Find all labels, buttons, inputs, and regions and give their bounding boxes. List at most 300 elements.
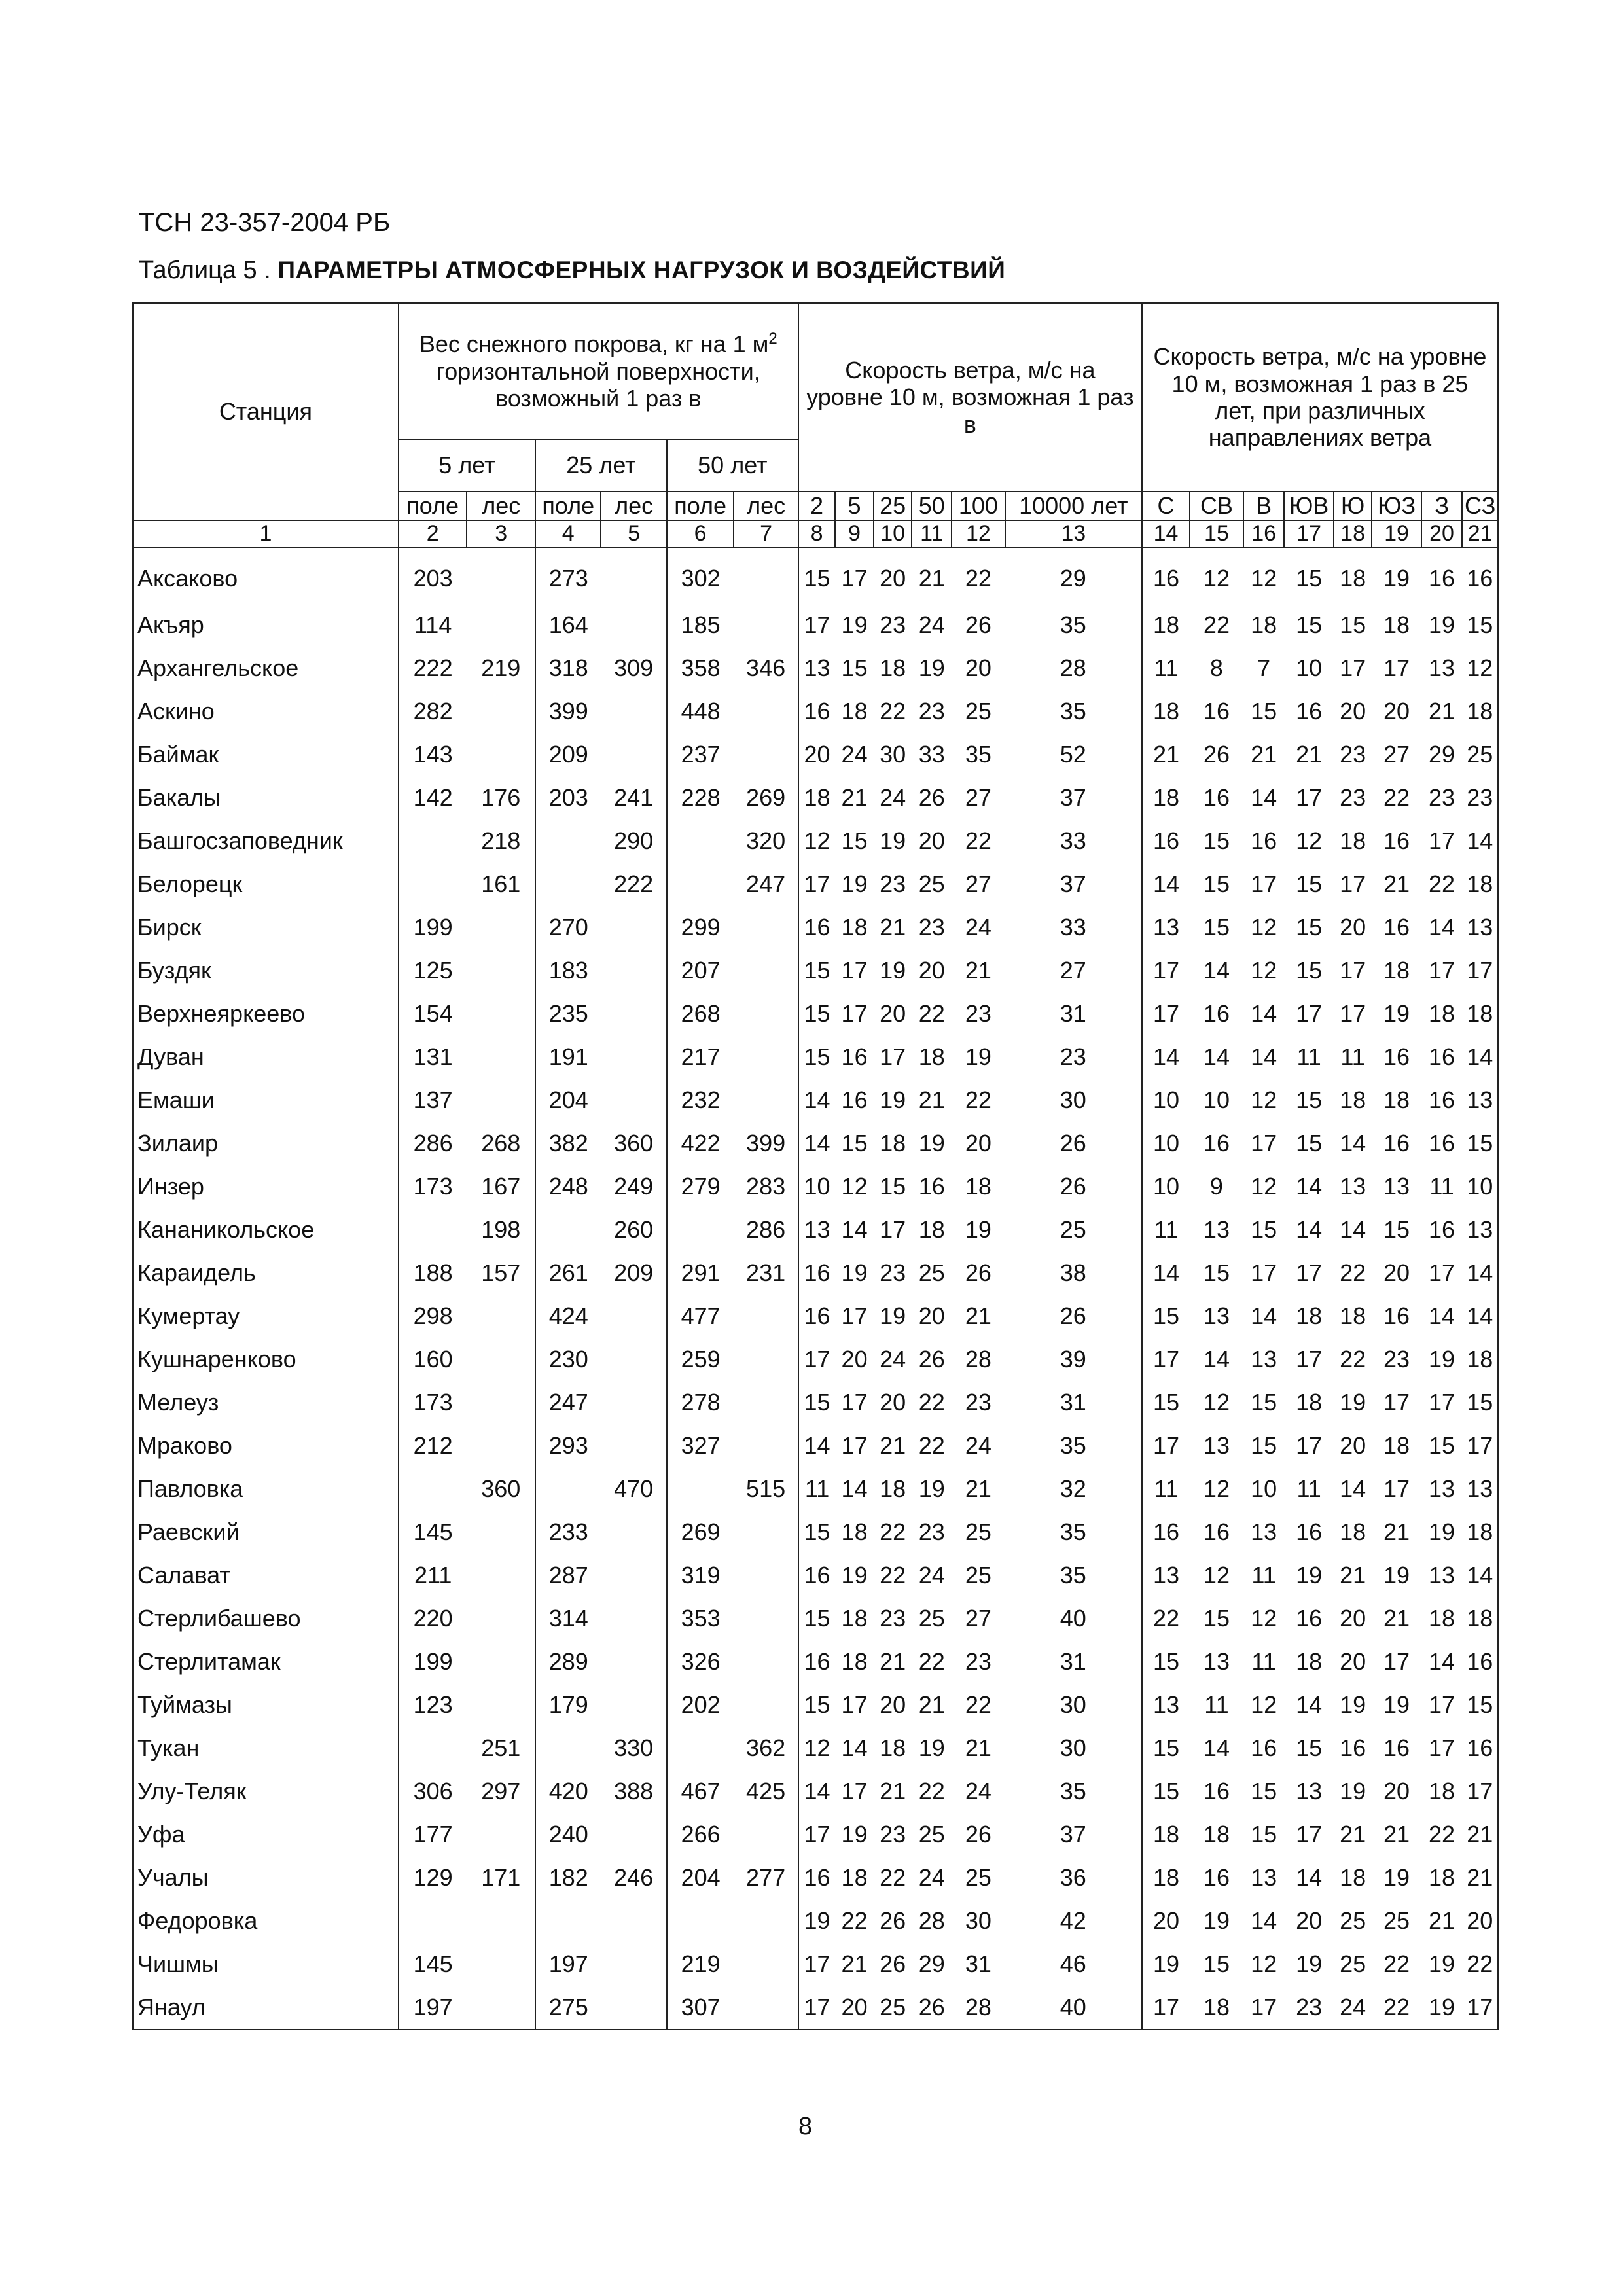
snow-weight-cell: 298 <box>399 1295 467 1338</box>
wind-speed-cell: 33 <box>1005 906 1142 949</box>
snow-weight-cell: 197 <box>399 1986 467 2030</box>
snow-weight-cell <box>467 1035 535 1079</box>
wind-direction-cell: 15 <box>1429 1432 1455 1459</box>
wind-speed-cell: 35 <box>1005 603 1142 647</box>
wind-speed-cell: 17 <box>798 603 835 647</box>
snow-weight-cell <box>734 1511 798 1554</box>
wind-direction-cell: 16 <box>1383 827 1410 854</box>
snow-weight-cell <box>467 1943 535 1986</box>
snow-weight-cell: 204 <box>667 1856 734 1899</box>
wind-direction-cell: 14 <box>1251 1907 1277 1934</box>
wind-direction-cell: 14 <box>1462 1295 1498 1338</box>
column-number: 1 <box>133 520 399 548</box>
wind-speed-cell: 22 <box>880 698 906 725</box>
wind-direction-cell: 13 <box>1462 906 1498 949</box>
wind-speed-cell: 26 <box>965 611 991 638</box>
wind-direction-cell: 18 <box>1429 1605 1455 1632</box>
wind-direction-cell: 17 <box>1340 957 1366 984</box>
wind-direction-cell: 14 <box>1251 1302 1277 1329</box>
snow-weight-cell: 219 <box>667 1943 734 1986</box>
snow-weight-cell: 399 <box>535 690 601 733</box>
wind-direction-cell: 16 <box>1462 548 1498 603</box>
wind-direction-cell: 20 <box>1462 1899 1498 1943</box>
wind-speed-cell: 21 <box>880 1432 906 1459</box>
snow-weight-cell: 261 <box>535 1251 601 1295</box>
wind-speed-cell: 22 <box>918 1432 945 1459</box>
wind-direction-cell: 14 <box>1340 1475 1366 1502</box>
wind-speed-cell: 25 <box>965 1864 991 1891</box>
table-row <box>133 1381 1498 1424</box>
station-name: Уфа <box>133 1813 399 1856</box>
snow-weight-cell <box>601 1511 666 1554</box>
wind-direction-cell: 11 <box>1296 1043 1321 1070</box>
wind-speed-cell: 19 <box>918 1734 945 1761</box>
snow-weight-cell: 231 <box>734 1251 798 1295</box>
wind-speed-cell: 31 <box>1005 1640 1142 1683</box>
wind-speed-cell: 16 <box>798 1295 835 1338</box>
wind-speed-cell: 20 <box>918 827 945 854</box>
snow-weight-cell: 143 <box>399 733 467 776</box>
wind-speed-cell: 23 <box>880 611 906 638</box>
snow-weight-cell: 251 <box>467 1727 535 1770</box>
table-row <box>133 992 1498 1035</box>
wind-speed-cell: 17 <box>798 1338 835 1381</box>
wind-direction-cell: 23 <box>1383 1346 1410 1372</box>
snow-weight-cell: 515 <box>734 1467 798 1511</box>
snow-weight-cell <box>399 1727 467 1770</box>
wind-speed-cell: 15 <box>798 1381 835 1424</box>
wind-direction-cell: 19 <box>1429 611 1455 638</box>
wind-speed-cell: 17 <box>880 1216 906 1243</box>
snow-weight-cell: 182 <box>535 1856 601 1899</box>
snow-weight-cell: 167 <box>467 1165 535 1208</box>
wind-direction-cell: 15 <box>1296 1086 1323 1113</box>
wind-direction-cell: 23 <box>1284 1986 1333 2030</box>
wind-direction-cell: 24 <box>1334 1986 1372 2030</box>
wind-speed-cell: 35 <box>1005 690 1142 733</box>
wind-direction-cell: 19 <box>1429 1518 1455 1545</box>
wind-speed-cell: 25 <box>918 1605 945 1632</box>
wind-direction-cell: 22 <box>1462 1943 1498 1986</box>
wind-direction-cell: 20 <box>1340 1648 1366 1675</box>
station-name: Белорецк <box>133 863 399 906</box>
wind-direction-cell: 13 <box>1296 1778 1323 1804</box>
wind-speed-cell: 22 <box>841 1907 868 1934</box>
table-row <box>133 1467 1498 1511</box>
wind-speed-cell: 22 <box>918 1000 945 1027</box>
wind-direction-cell: 16 <box>1462 1640 1498 1683</box>
wind-speed-cell: 29 <box>918 1950 945 1977</box>
snow-weight-cell: 382 <box>535 1122 601 1165</box>
wind-speed-cell: 25 <box>965 1562 991 1588</box>
wind-direction-cell: 15 <box>1203 827 1230 854</box>
wind-direction-cell: 15 <box>1251 1778 1277 1804</box>
snow-weight-cell: 249 <box>601 1165 666 1208</box>
wind-speed-cell: 16 <box>798 1856 835 1899</box>
snow-weight-cell: 240 <box>535 1813 601 1856</box>
wind-direction-cell: 14 <box>1203 1346 1230 1372</box>
snow-weight-cell: 302 <box>667 548 734 603</box>
wind-direction-cell: 20 <box>1340 1605 1366 1632</box>
wind-speed-cell: 26 <box>918 1346 945 1372</box>
station-name: Кумертау <box>133 1295 399 1338</box>
wind-direction-cell: 19 <box>1296 1562 1323 1588</box>
snow-weight-cell: 179 <box>535 1683 601 1727</box>
wind-direction-cell: 25 <box>1340 1907 1366 1934</box>
wind-direction-cell: 12 <box>1251 957 1277 984</box>
wind-direction-cell: 17 <box>1296 1259 1323 1286</box>
wind-direction-cell: 18 <box>1142 603 1190 647</box>
snow-weight-cell <box>467 1899 535 1943</box>
wind-speed-cell: 14 <box>841 1475 868 1502</box>
wind-speed-cell: 18 <box>880 1734 906 1761</box>
wind-direction-cell: 12 <box>1462 647 1498 690</box>
wind-speed-cell: 40 <box>1005 1986 1142 2030</box>
snow-weight-cell: 218 <box>467 819 535 863</box>
wind-speed-cell: 30 <box>880 741 906 768</box>
wind-speed-cell: 18 <box>880 1475 906 1502</box>
snow-weight-cell <box>734 1295 798 1338</box>
snow-weight-cell <box>601 548 666 603</box>
wind-direction-cell: 11 <box>1204 1691 1229 1718</box>
wind-speed-cell: 21 <box>965 1302 991 1329</box>
wind-direction-cell: 20 <box>1383 1778 1410 1804</box>
wind-direction-cell: 12 <box>1251 1605 1277 1632</box>
wind-direction-cell: 17 <box>1462 1770 1498 1813</box>
wind-direction-cell: 26 <box>1203 741 1230 768</box>
wind-speed-cell: 27 <box>965 870 991 897</box>
wind-speed-cell: 26 <box>1005 1122 1142 1165</box>
snow-weight-cell <box>601 1986 666 2030</box>
wind-direction-cell: 25 <box>1340 1950 1366 1977</box>
snow-weight-cell <box>399 819 467 863</box>
wind-speed-cell: 21 <box>918 1086 945 1113</box>
snow-weight-cell: 277 <box>734 1856 798 1899</box>
wind-direction-cell: 19 <box>1429 1346 1455 1372</box>
table-row <box>133 733 1498 776</box>
wind-direction-cell: 16 <box>1429 1086 1455 1113</box>
wind-speed-cell: 30 <box>965 1907 991 1934</box>
snow-weight-cell: 198 <box>467 1208 535 1251</box>
column-number: 18 <box>1334 520 1372 548</box>
direction-subheader: З <box>1421 492 1463 520</box>
wind-direction-cell: 18 <box>1429 1000 1455 1027</box>
wind-direction-cell: 15 <box>1383 1216 1410 1243</box>
snow-weight-cell <box>601 1597 666 1640</box>
wind-direction-cell: 18 <box>1429 1778 1455 1804</box>
wind-direction-cell: 20 <box>1383 698 1410 725</box>
wind-direction-cell: 17 <box>1429 957 1455 984</box>
wind-direction-cell: 10 <box>1142 1079 1190 1122</box>
snow-weight-cell: 237 <box>667 733 734 776</box>
snow-weight-cell <box>467 1424 535 1467</box>
table-row <box>133 1122 1498 1165</box>
wind-period-subheader: 2 <box>798 492 835 520</box>
snow-weight-cell <box>667 1467 734 1511</box>
wind-direction-cell: 14 <box>1203 1043 1230 1070</box>
wind-speed-cell: 29 <box>1005 548 1142 603</box>
snow-weight-cell <box>734 1381 798 1424</box>
wind-direction-cell: 12 <box>1203 1562 1230 1588</box>
wind-direction-cell: 25 <box>1383 1907 1410 1934</box>
wind-speed-cell: 24 <box>965 914 991 941</box>
station-name: Федоровка <box>133 1899 399 1943</box>
wind-direction-cell: 12 <box>1251 1173 1277 1200</box>
wind-direction-cell: 14 <box>1296 1216 1323 1243</box>
snow-weight-cell: 353 <box>667 1597 734 1640</box>
column-number: 3 <box>467 520 535 548</box>
wind-direction-cell: 14 <box>1296 1173 1323 1200</box>
wind-direction-cell: 18 <box>1462 1511 1498 1554</box>
wind-direction-cell: 15 <box>1251 1216 1277 1243</box>
wind-direction-cell: 13 <box>1251 1518 1277 1545</box>
wind-direction-cell: 21 <box>1462 1856 1498 1899</box>
wind-speed-cell: 19 <box>841 611 868 638</box>
wind-speed-cell: 17 <box>841 1302 868 1329</box>
wind-direction-cell: 16 <box>1429 1043 1455 1070</box>
wind-speed-cell: 25 <box>918 870 945 897</box>
station-name: Акъяр <box>133 603 399 647</box>
snow-weight-cell: 207 <box>667 949 734 992</box>
wind-direction-cell: 15 <box>1296 914 1323 941</box>
wind-speed-cell: 19 <box>841 1821 868 1848</box>
wind-speed-cell: 21 <box>965 957 991 984</box>
wind-direction-cell: 16 <box>1429 1216 1455 1243</box>
snow-weight-cell <box>467 949 535 992</box>
wind-direction-cell: 20 <box>1296 1907 1323 1934</box>
table-row <box>133 1986 1498 2030</box>
station-name: Мраково <box>133 1424 399 1467</box>
station-name: Инзер <box>133 1165 399 1208</box>
snow-weight-cell <box>535 1899 601 1943</box>
wind-speed-cell: 18 <box>841 914 868 941</box>
wind-direction-cell: 10 <box>1203 1086 1230 1113</box>
table-row <box>133 1770 1498 1813</box>
snow-weight-header: Вес снежного покрова, кг на 1 $м^2$ горизонтальной поверхности, возможный 1 раз в <box>399 303 798 439</box>
snow-weight-cell: 247 <box>535 1381 601 1424</box>
wind-speed-cell: 14 <box>798 1122 835 1165</box>
wind-direction-cell: 17 <box>1142 1338 1190 1381</box>
wind-direction-cell: 17 <box>1251 1259 1277 1286</box>
snow-weight-cell <box>467 1554 535 1597</box>
wind-speed-cell: 22 <box>918 1648 945 1675</box>
wind-speed-cell: 24 <box>965 1778 991 1804</box>
snow-weight-cell <box>601 1338 666 1381</box>
wind-direction-cell: 13 <box>1383 1173 1410 1200</box>
wind-direction-cell: 16 <box>1203 1778 1230 1804</box>
station-name: Архангельское <box>133 647 399 690</box>
snow-weight-cell <box>601 1079 666 1122</box>
wind-direction-cell: 14 <box>1296 1691 1323 1718</box>
snow-weight-cell: 286 <box>399 1122 467 1165</box>
wind-speed-cell: 24 <box>965 1432 991 1459</box>
wind-direction-cell: 15 <box>1462 1122 1498 1165</box>
wind-direction-cell: 13 <box>1142 906 1190 949</box>
snow-weight-cell: 247 <box>734 863 798 906</box>
field-subheader: поле <box>399 492 467 520</box>
wind-direction-cell: 13 <box>1462 1208 1498 1251</box>
wind-speed-cell: 21 <box>880 1778 906 1804</box>
column-number: 15 <box>1190 520 1243 548</box>
station-name: Улу-Теляк <box>133 1770 399 1813</box>
wind-speed-cell: 20 <box>835 1986 874 2030</box>
wind-speed-cell: 24 <box>880 1346 906 1372</box>
column-number: 21 <box>1462 520 1498 548</box>
wind-speed-cell: 24 <box>918 611 945 638</box>
snow-weight-cell: 171 <box>467 1856 535 1899</box>
wind-direction-cell: 15 <box>1203 1950 1230 1977</box>
wind-speed-cell: 17 <box>841 565 868 592</box>
wind-speed-cell: 37 <box>1005 1813 1142 1856</box>
snow-weight-cell: 275 <box>535 1986 601 2030</box>
table-row <box>133 647 1498 690</box>
snow-weight-cell <box>535 819 601 863</box>
snow-weight-cell: 260 <box>601 1208 666 1251</box>
snow-weight-cell: 160 <box>399 1338 467 1381</box>
column-number: 13 <box>1005 520 1142 548</box>
snow-weight-cell <box>535 863 601 906</box>
wind-speed-cell: 18 <box>880 1130 906 1157</box>
snow-weight-cell <box>734 1683 798 1727</box>
wind-speed-cell: 20 <box>880 1691 906 1718</box>
wind-speed-cell: 19 <box>880 957 906 984</box>
wind-direction-cell: 12 <box>1203 1389 1230 1416</box>
wind-speed-cell: 15 <box>841 655 868 681</box>
snow-weight-cell: 259 <box>667 1338 734 1381</box>
wind-speed-cell: 21 <box>918 1691 945 1718</box>
wind-direction-cell: 19 <box>1203 1907 1230 1934</box>
wind-speed-cell: 18 <box>918 1043 945 1070</box>
snow-weight-cell: 314 <box>535 1597 601 1640</box>
wind-direction-cell: 16 <box>1429 1130 1455 1157</box>
snow-weight-cell: 209 <box>535 733 601 776</box>
wind-direction-cell: 17 <box>1462 1986 1498 2030</box>
station-name: Раевский <box>133 1511 399 1554</box>
wind-speed-cell: 14 <box>798 1079 835 1122</box>
snow-weight-cell <box>734 1986 798 2030</box>
wind-direction-cell: 16 <box>1296 1605 1323 1632</box>
snow-weight-cell <box>667 1208 734 1251</box>
direction-subheader: Ю <box>1334 492 1372 520</box>
snow-weight-cell: 177 <box>399 1813 467 1856</box>
wind-direction-cell: 21 <box>1383 1821 1410 1848</box>
wind-direction-cell: 17 <box>1429 827 1455 854</box>
wind-direction-cell: 13 <box>1251 1864 1277 1891</box>
wind-speed-cell: 25 <box>965 698 991 725</box>
wind-speed-cell: 32 <box>1005 1467 1142 1511</box>
snow-weight-cell: 204 <box>535 1079 601 1122</box>
wind-speed-cell: 19 <box>841 870 868 897</box>
wind-speed-cell: 20 <box>880 1000 906 1027</box>
snow-weight-cell: 199 <box>399 906 467 949</box>
snow-weight-cell: 269 <box>667 1511 734 1554</box>
snow-weight-cell <box>601 1640 666 1683</box>
wind-direction-cell: 18 <box>1190 1986 1243 2030</box>
wind-direction-cell: 13 <box>1462 1079 1498 1122</box>
wind-speed-cell: 31 <box>965 1950 991 1977</box>
table-row <box>133 819 1498 863</box>
snow-weight-cell: 222 <box>601 863 666 906</box>
snow-weight-cell <box>467 603 535 647</box>
wind-direction-cell: 22 <box>1142 1597 1190 1640</box>
wind-speed-cell: 17 <box>841 957 868 984</box>
wind-speed-cell: 21 <box>841 784 868 811</box>
snow-weight-cell <box>601 906 666 949</box>
wind-speed-cell: 12 <box>798 1727 835 1770</box>
wind-direction-cell: 18 <box>1251 611 1277 638</box>
snow-weight-cell: 157 <box>467 1251 535 1295</box>
direction-subheader: ЮВ <box>1284 492 1333 520</box>
station-name: Салават <box>133 1554 399 1597</box>
column-number: 9 <box>835 520 874 548</box>
wind-direction-cell: 16 <box>1462 1727 1498 1770</box>
wind-speed-cell: 28 <box>965 1346 991 1372</box>
wind-speed-cell: 30 <box>1005 1683 1142 1727</box>
wind-speed-cell: 18 <box>841 1864 868 1891</box>
snow-weight-cell <box>601 1295 666 1338</box>
station-name: Емаши <box>133 1079 399 1122</box>
snow-weight-cell <box>467 1381 535 1424</box>
snow-weight-cell <box>467 548 535 603</box>
snow-weight-cell <box>601 1381 666 1424</box>
wind-direction-cell: 15 <box>1251 1821 1277 1848</box>
wind-speed-cell: 28 <box>918 1907 945 1934</box>
wind-direction-cell: 11 <box>1251 1648 1276 1675</box>
wind-speed-cell: 20 <box>918 957 945 984</box>
snow-weight-cell <box>734 1338 798 1381</box>
wind-speed-cell: 15 <box>798 949 835 992</box>
wind-speed-cell: 23 <box>880 1605 906 1632</box>
wind-direction-cell: 14 <box>1340 1130 1366 1157</box>
snow-weight-cell: 362 <box>734 1727 798 1770</box>
wind-speed-cell: 16 <box>798 1251 835 1295</box>
wind-direction-cell: 20 <box>1142 1899 1190 1943</box>
wind-speed-cell: 31 <box>1005 992 1142 1035</box>
field-subheader: поле <box>535 492 601 520</box>
snow-weight-cell: 173 <box>399 1165 467 1208</box>
snow-weight-cell: 290 <box>601 819 666 863</box>
wind-direction-cell: 14 <box>1462 1554 1498 1597</box>
table-row <box>133 949 1498 992</box>
snow-weight-cell: 211 <box>399 1554 467 1597</box>
wind-speed-cell: 31 <box>1005 1381 1142 1424</box>
wind-direction-cell: 15 <box>1462 1381 1498 1424</box>
wind-direction-cell: 16 <box>1383 1734 1410 1761</box>
wind-speed-cell: 25 <box>918 1259 945 1286</box>
wind-speed-cell: 25 <box>874 1986 912 2030</box>
snow-weight-cell <box>601 949 666 992</box>
snow-weight-cell: 299 <box>667 906 734 949</box>
station-name: Зилаир <box>133 1122 399 1165</box>
wind-speed-cell: 15 <box>841 1130 868 1157</box>
wind-speed-cell: 28 <box>952 1986 1005 2030</box>
wind-speed-cell: 16 <box>798 906 835 949</box>
wind-direction-cell: 13 <box>1462 1467 1498 1511</box>
wind-speed-cell: 22 <box>965 1691 991 1718</box>
wind-speed-cell: 19 <box>918 655 945 681</box>
wind-speed-cell: 17 <box>880 1043 906 1070</box>
snow-weight-cell: 327 <box>667 1424 734 1467</box>
table-row <box>133 1079 1498 1122</box>
wind-direction-cell: 18 <box>1296 1302 1323 1329</box>
wind-speed-cell: 22 <box>918 1389 945 1416</box>
wind-speed-cell: 19 <box>798 1899 835 1943</box>
wind-speed-cell: 22 <box>880 1518 906 1545</box>
wind-direction-cell: 12 <box>1203 1475 1230 1502</box>
wind-speed-cell: 19 <box>965 1043 991 1070</box>
snow-weight-cell: 422 <box>667 1122 734 1165</box>
wind-speed-cell: 42 <box>1005 1899 1142 1943</box>
